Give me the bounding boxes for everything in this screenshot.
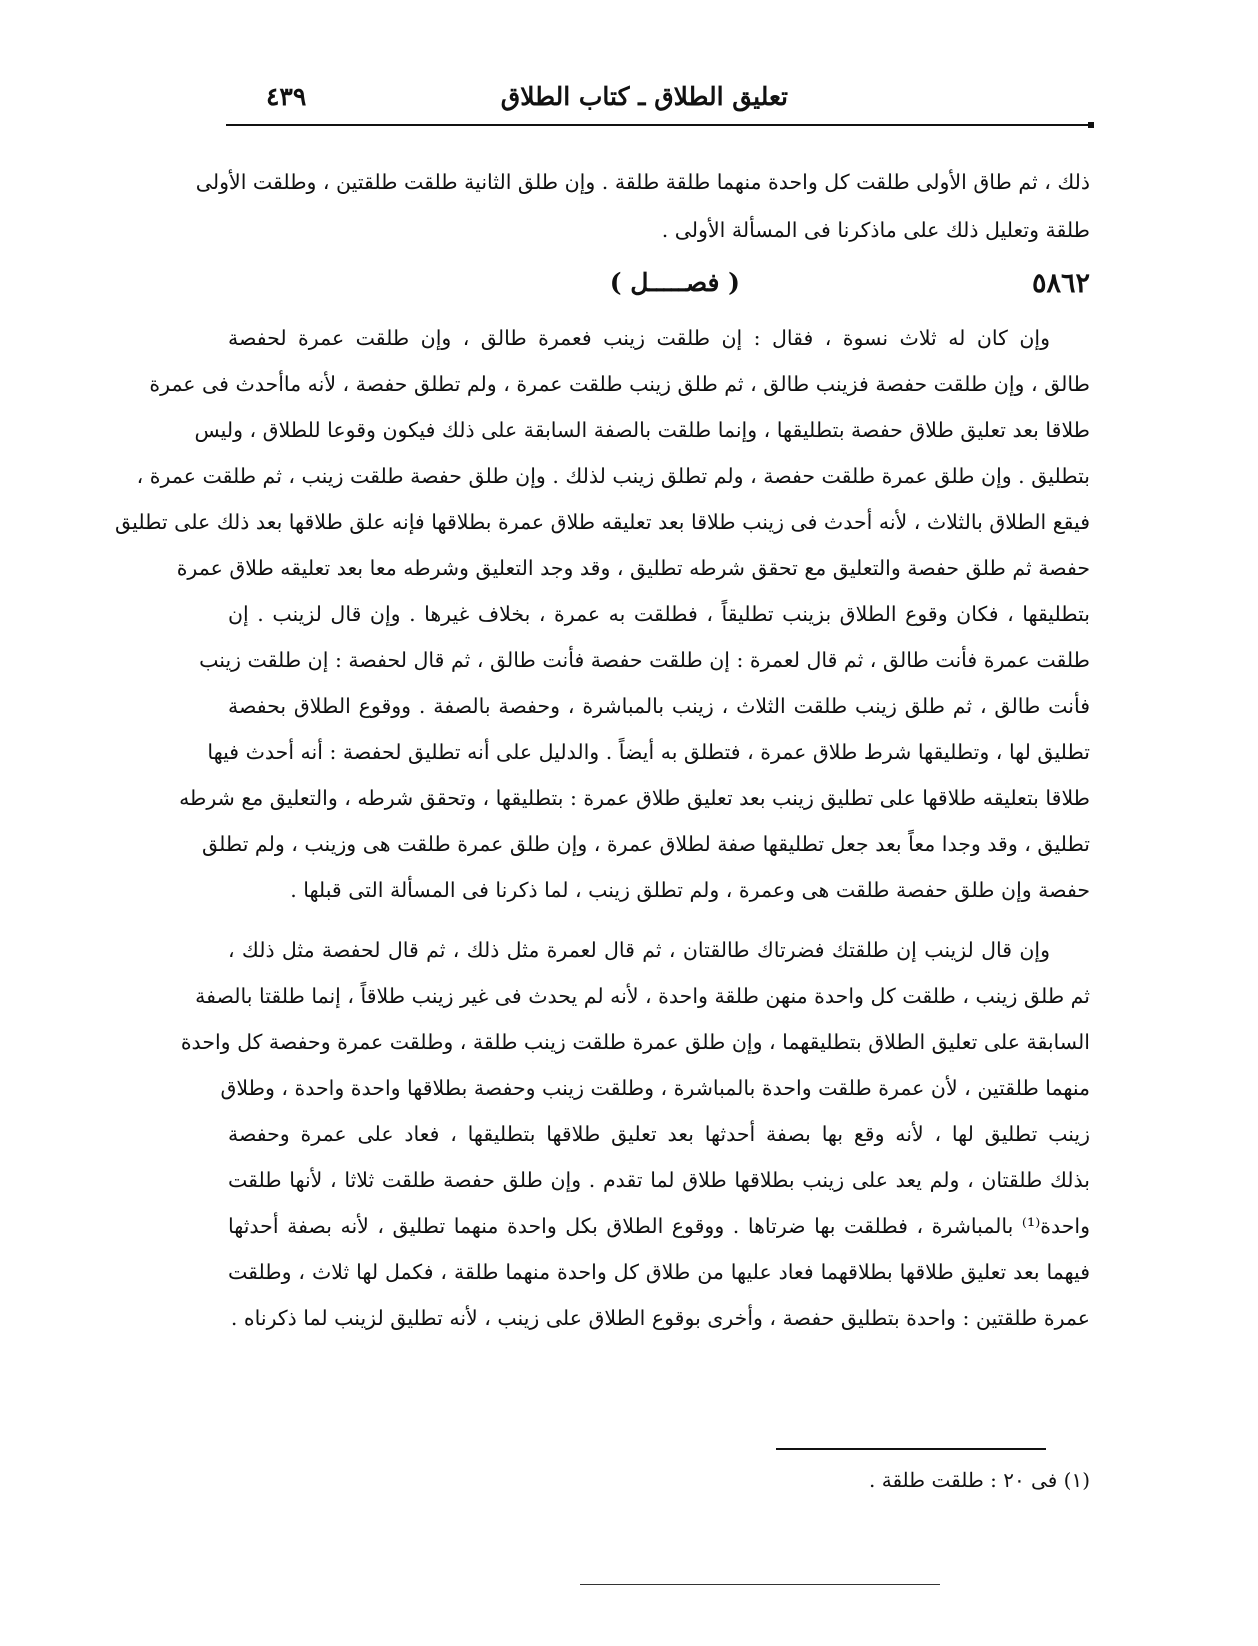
text-line: بتطليقها ، فكان وقوع الطلاق بزينب تطليقاً ، فطلقت به عمرة ، بخلاف غيرها . وإن قال لزينب . إن [228,602,1090,626]
section-title: ( فصـــــل ) [609,268,740,297]
text-line: حفصة ثم طلق حفصة والتعليق مع تحقق شرطه تطليق ، وقد وجد التعليق وشرطه معا بعد تعليقه طلاق عمرة [176,556,1090,580]
header-title: تعليق الطلاق ـ كتاب الطلاق [500,82,788,111]
footnote: (١) فى ٢٠ : طلقت طلقة . [869,1468,1090,1492]
text-line: السابقة على تعليق الطلاق بتطليقهما ، وإن طلق عمرة طلقت زينب طلقة ، وطلقت عمرة وحفصة كل واحدة [180,1030,1090,1054]
text-line: تطليق ، وقد وجدا معاً بعد جعل تطليقها صفة لطلاق عمرة ، وإن طلق عمرة طلقت هى وزينب ، ولم تطلق [202,832,1090,856]
text-line: فأنت طالق ، ثم طلق زينب طلقت الثلاث ، زينب بالمباشرة ، وحفصة بالصفة . ووقوع الطلاق بحفصة [228,694,1090,718]
running-header [228,82,1088,122]
section-heading [228,268,1090,312]
text-line: عمرة طلقتين : واحدة بتطليق حفصة ، وأخرى بوقوع الطلاق على زينب ، لأنه تطليق لزينب لما ذكرناه . [230,1306,1090,1330]
text-line: منهما طلقتين ، لأن عمرة طلقت واحدة بالمباشرة ، وطلقت زينب وحفصة بطلاقها واحدة واحدة ، وطلاق [220,1076,1090,1100]
text-line: تطليق لها ، وتطليقها شرط طلاق عمرة ، فتطلق به أيضاً . والدليل على أنه تطليق لحفصة : أنه أحدث فيها [207,740,1090,764]
footnote-rule [776,1448,1046,1450]
text-line: طلاقا بعد تعليق طلاق حفصة بتطليقها ، وإنما طلقت بالصفة السابقة على ذلك فيكون وقوعا للطلاق ، وليس [194,418,1090,442]
header-rule [226,124,1088,126]
text-line: بتطليق . وإن طلق عمرة طلقت حفصة ، ولم تطلق زينب لذلك . وإن طلق حفصة طلقت زينب ، ثم طلقت عمرة ، [136,464,1090,488]
text-line: وإن كان له ثلاث نسوة ، فقال : إن طلقت زينب فعمرة طالق ، وإن طلقت عمرة لحفصة [228,326,1050,350]
text-line: طلقت عمرة فأنت طالق ، ثم قال لعمرة : إن طلقت حفصة فأنت طالق ، ثم قال لحفصة : إن طلقت زينب [199,648,1090,672]
text-line: فيقع الطلاق بالثلاث ، لأنه أحدث فى زينب طلاقا بعد تعليقه طلاق عمرة بطلاقها فإنه علق طلاقها بعد ذلك على تطليق [115,510,1090,534]
section-number: ٥٨٦٢ [1031,268,1090,299]
text-line: واحدة⁽¹⁾ بالمباشرة ، فطلقت بها ضرتاها . ووقوع الطلاق بكل واحدة منهما تطليق ، لأنه بصفة أحدثها [228,1214,1090,1238]
text-line: بذلك طلقتان ، ولم يعد على زينب بطلاقها طلاق لما تقدم . وإن طلق حفصة طلقت ثلاثا ، لأنها طلقت [228,1168,1090,1192]
bottom-rule [580,1584,940,1585]
text-line: فيهما بعد تعليق طلاقها بطلاقهما فعاد عليها من طلاق كل واحدة منهما طلقة ، فكمل لها ثلاث ، وطلقت [228,1260,1090,1284]
text-line: طلقة وتعليل ذلك على ماذكرنا فى المسألة الأولى . [661,218,1090,242]
text-line: ثم طلق زينب ، طلقت كل واحدة منهن طلقة واحدة ، لأنه لم يحدث فى غير زينب طلاقاً ، إنما طلقتا بالصفة [195,984,1090,1008]
text-line: حفصة وإن طلق حفصة طلقت هى وعمرة ، ولم تطلق زينب ، لما ذكرنا فى المسألة التى قبلها . [290,878,1090,902]
text-line: زينب تطليق لها ، لأنه وقع بها بصفة أحدثها بعد تعليق طلاقها بتطليقها ، فعاد على عمرة وحفصة [228,1122,1090,1146]
text-line: ذلك ، ثم طاق الأولى طلقت كل واحدة منهما طلقة طلقة . وإن طلق الثانية طلقت طلقتين ، وطلقت الأولى [195,170,1090,194]
text-line: طلاقا بتعليقه طلاقها على تطليق زينب بعد تعليق طلاق عمرة : بتطليقها ، وتحقق شرطه ، والتعليق مع شرطه [179,786,1090,810]
page-number: ٤٣٩ [266,82,307,111]
text-line: وإن قال لزينب إن طلقتك فضرتاك طالقتان ، ثم قال لعمرة مثل ذلك ، ثم قال لحفصة مثل ذلك ، [228,938,1050,962]
text-line: طالق ، وإن طلقت حفصة فزينب طالق ، ثم طلق زينب طلقت عمرة ، ولم تطلق حفصة ، لأنه ماأحدث فى عمرة [149,372,1090,396]
